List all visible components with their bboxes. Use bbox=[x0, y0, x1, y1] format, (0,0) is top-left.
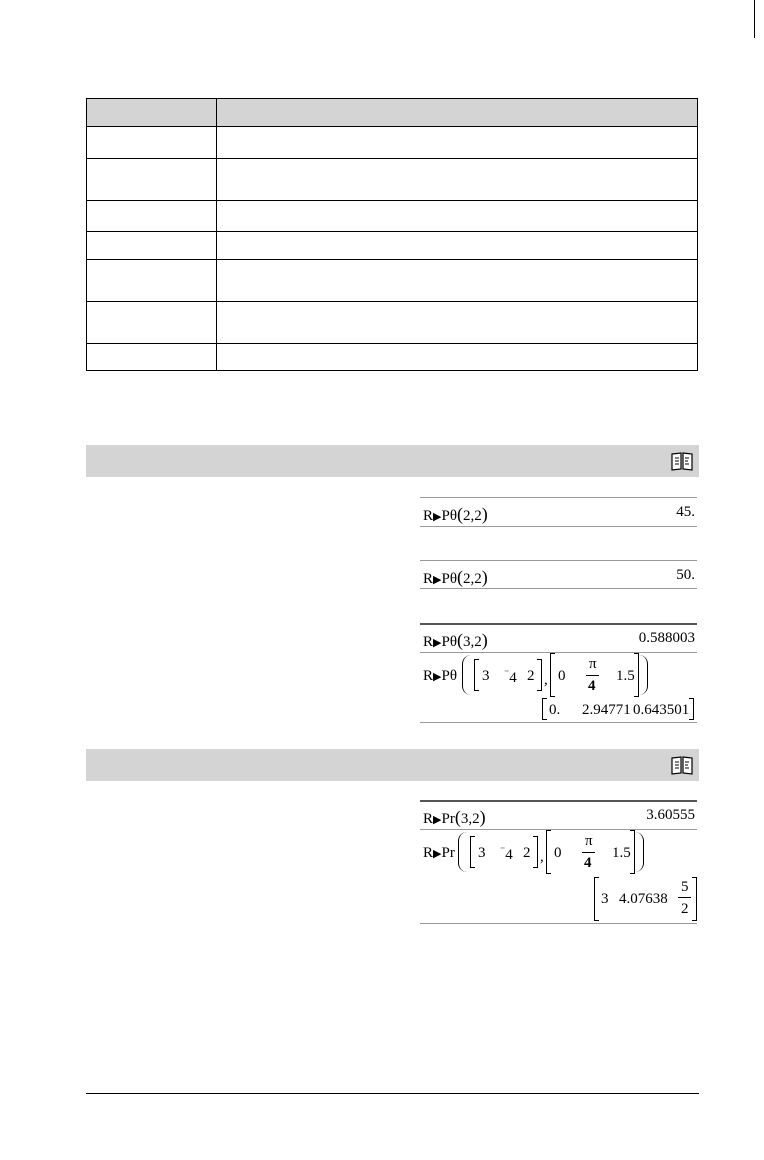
matrix-cmd-prefix: R▶Pθ bbox=[423, 668, 458, 684]
calc-screen-1 bbox=[420, 497, 697, 527]
table-row bbox=[87, 231, 697, 232]
matrix2-entry: 0 bbox=[558, 668, 566, 684]
result-entry: 3 bbox=[601, 891, 609, 907]
matrix1-entry: 3 bbox=[482, 668, 490, 684]
section-header-bar-2 bbox=[86, 749, 699, 781]
cmd-text: R▶Pθ(2,2) bbox=[423, 504, 488, 524]
matrix1-entry: 2 bbox=[527, 668, 535, 684]
table-row bbox=[87, 259, 697, 260]
calc-screen-3: R▶Pθ(3,2) 0.588003 R▶Pθ 3 ⁻4 2 , 0 π 4 1.5 0. 2.94771 0.643501 bbox=[420, 623, 697, 723]
matrix-cmd-prefix: R▶Pr bbox=[423, 845, 455, 861]
result-frac-num: 5 bbox=[681, 879, 689, 895]
matrix1-entry: ⁻4 bbox=[500, 845, 513, 863]
footer-rule bbox=[86, 1093, 699, 1094]
table-row bbox=[87, 301, 697, 302]
matrix1-entry: ⁻4 bbox=[504, 668, 517, 686]
matrix2-pi: π bbox=[589, 656, 597, 672]
result-value: 45. bbox=[676, 504, 695, 520]
result-entry: 0.643501 bbox=[633, 702, 690, 718]
result-value: 0.588003 bbox=[638, 630, 695, 646]
result-entry: 0. bbox=[549, 702, 561, 718]
matrix2-den: 4 bbox=[584, 855, 592, 871]
result-value: 50. bbox=[676, 567, 695, 583]
result-entry: 2.94771 bbox=[582, 702, 631, 718]
matrix2-entry: 1.5 bbox=[616, 668, 635, 684]
page-edge-mark bbox=[754, 0, 755, 38]
matrix1-entry: 2 bbox=[523, 845, 531, 861]
cmd-text: R▶Pθ(3,2) bbox=[423, 630, 488, 650]
table-row bbox=[87, 343, 697, 344]
table-row bbox=[87, 200, 697, 201]
table-row bbox=[87, 158, 697, 159]
table-column-divider bbox=[216, 99, 217, 370]
result-value: 3.60555 bbox=[646, 807, 695, 823]
calc-screen-2 bbox=[420, 560, 697, 590]
catalog-book-icon bbox=[671, 755, 693, 775]
matrix2-den: 4 bbox=[588, 678, 596, 694]
cmd-text: R▶Pr(3,2) bbox=[423, 807, 486, 827]
matrix2-entry: 1.5 bbox=[612, 845, 631, 861]
calc-screen-4: R▶Pr(3,2) 3.60555 R▶Pr 3 ⁻4 2 , 0 π 4 1.5 3 4.07638 5 2 bbox=[420, 800, 697, 924]
section-header-bar-1 bbox=[86, 445, 699, 477]
result-entry: 4.07638 bbox=[619, 891, 668, 907]
matrix1-entry: 3 bbox=[478, 845, 486, 861]
table-header-row bbox=[87, 99, 697, 127]
result-frac-den: 2 bbox=[681, 901, 689, 917]
matrix2-pi: π bbox=[585, 833, 593, 849]
matrix2-entry: 0 bbox=[554, 845, 562, 861]
catalog-book-icon bbox=[671, 451, 693, 471]
cmd-text: R▶Pθ(2,2) bbox=[423, 567, 488, 587]
reference-table bbox=[86, 98, 698, 371]
